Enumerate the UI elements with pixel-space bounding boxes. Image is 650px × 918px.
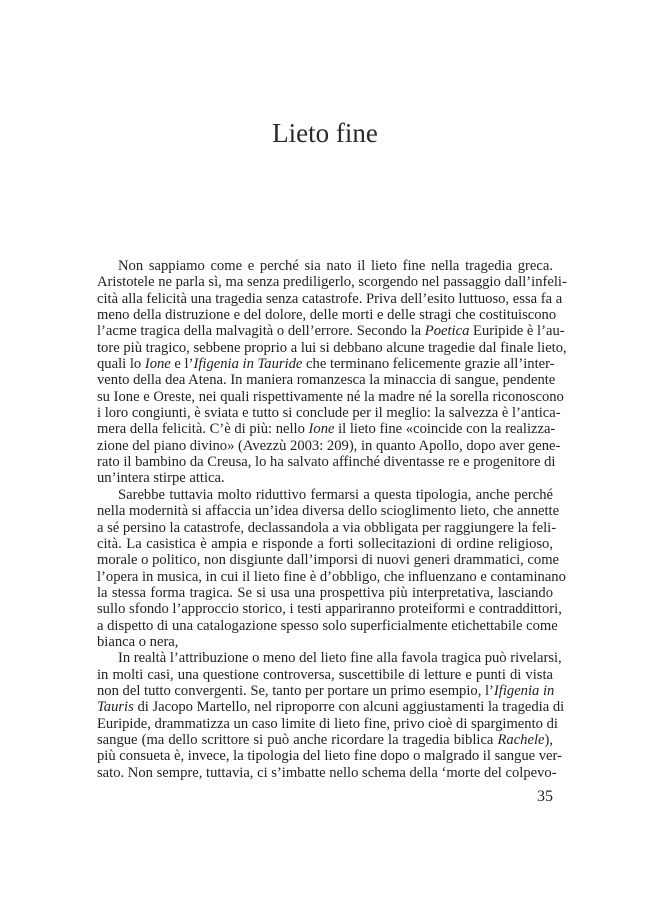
text-run: e l’	[170, 356, 194, 373]
text-run: l’acme tragica della malvagità o dell’errore. Secondo la	[97, 323, 425, 340]
italic-title: Poetica	[424, 323, 470, 340]
text-line	[97, 421, 556, 438]
text-run: i loro congiunti, è sviata e tutto si conclude per il meglio: la salvezza è l’antica-	[97, 405, 561, 422]
italic-title: Rachele	[497, 731, 545, 748]
text-line	[97, 405, 561, 422]
text-run: a sé persino la catastrofe, declassandola a via obbligata per raggiungere la feli-	[97, 519, 557, 536]
text-run: in molti casi, una questione controversa, suscettibile di letture e punti di vista	[97, 666, 553, 683]
text-run: cità. La casistica è ampia e risponde a forti sollecitazioni di ordine religioso,	[97, 535, 553, 552]
text-line	[97, 274, 567, 291]
text-line	[97, 634, 553, 650]
text-run: tore più tragico, sebbene proprio a lui si debbano alcune tragedie dal finale lieto,	[97, 339, 567, 356]
text-run: bianca o nera,	[97, 633, 179, 650]
text-line	[97, 683, 553, 699]
italic-title: Ifigenia in Tauride	[193, 356, 303, 373]
text-run: sangue (ma dello scrittore si può anche ricordare la tragedia biblica	[97, 731, 498, 748]
text-run: meno della distruzione e del dolore, delle morti e delle stragi che costituiscono	[97, 307, 557, 324]
text-line	[97, 699, 565, 716]
text-line	[97, 667, 553, 683]
text-run: Euripide, drammatizza un caso limite di lieto fine, privo cioè di spargimento di	[97, 715, 558, 732]
text-run: mera della felicità. C’è di più: nello	[97, 421, 309, 438]
text-run: non del tutto convergenti. Se, tanto per portare un primo esempio, l’	[97, 682, 494, 699]
text-run: vento della dea Atena. In maniera romanzesca la minaccia di sangue, pendente	[97, 372, 556, 389]
text-line	[97, 290, 563, 307]
text-run: più consueta è, invece, la tipologia del lieto fine dopo o malgrado il sangue ver-	[97, 748, 562, 765]
text-line	[97, 519, 557, 536]
text-run: nella modernità si affaccia un’idea diversa dello scioglimento lieto, che annette	[97, 503, 560, 520]
text-line	[97, 568, 566, 585]
text-run: di Jacopo Martello, nel riproporre con alcuni aggiustamenti la tragedia di	[133, 699, 565, 716]
text-line	[97, 372, 556, 389]
text-run: In realtà l’attribuzione o meno del lieto fine alla favola tragica può rivelarsi,	[118, 650, 562, 667]
text-line	[97, 487, 553, 503]
text-run: l’opera in musica, in cui il lieto fine è d’obbligo, che influenzano e contaminano	[97, 568, 566, 585]
text-run: zione del piano divino» (Avezzù 2003: 209), in quanto Apollo, dopo aver gene-	[97, 437, 561, 454]
italic-title: Ione	[144, 356, 171, 373]
italic-title: Ifigenia in	[493, 682, 555, 699]
text-run: la stessa forma tragica. Se si usa una prospettiva più interpretativa, lasciando	[97, 584, 553, 601]
page-number: 35	[537, 788, 553, 805]
text-line	[97, 437, 561, 454]
text-line	[97, 715, 558, 732]
text-line	[97, 503, 560, 520]
text-run: il lieto fine «coincide con la realizza-	[334, 421, 556, 438]
text-line	[97, 470, 553, 486]
text-run: cità alla felicità una tragedia senza catastrofe. Priva dell’esito luttuoso, essa fa a	[97, 290, 563, 307]
text-line	[97, 585, 553, 601]
text-run: su Ione e Oreste, nei quali rispettivamente né la madre né la sorella riconoscono	[97, 388, 564, 405]
text-line	[97, 552, 560, 569]
text-line	[97, 732, 553, 748]
text-line	[97, 536, 553, 552]
text-line	[97, 339, 567, 356]
text-run: Euripide è l’au-	[469, 323, 565, 340]
text-line	[97, 748, 562, 765]
text-line	[97, 650, 562, 667]
text-run: morale o politico, non disgiunte dall’imporsi di nuovi generi drammatici, come	[97, 552, 560, 569]
text-run: ),	[544, 731, 553, 748]
text-run: Sarebbe tuttavia molto riduttivo fermarsi a questa tipologia, anche perché	[118, 486, 553, 503]
chapter-title: Lieto fine	[272, 118, 378, 148]
text-run: quali lo	[97, 356, 145, 373]
text-line	[97, 454, 556, 471]
text-run: sato. Non sempre, tuttavia, ci s’imbatte nello schema della ‘morte del colpevo-	[97, 764, 557, 781]
text-line	[97, 388, 564, 405]
text-line	[97, 307, 557, 324]
text-line	[97, 323, 565, 340]
text-run: rato il bambino da Creusa, lo ha salvato affinché diventasse re e progenitore di	[97, 454, 556, 471]
text-line	[97, 764, 557, 781]
text-line	[97, 617, 558, 634]
text-line	[97, 601, 562, 618]
text-run: Non sappiamo come e perché sia nato il lieto fine nella tragedia greca.	[118, 258, 553, 274]
text-run: sullo sfondo l’approccio storico, i testi appariranno proteiformi e contraddittori,	[97, 601, 562, 618]
text-run: a dispetto di una catalogazione spesso solo superficialmente etichettabile come	[97, 617, 558, 634]
italic-title: Ione	[308, 421, 335, 438]
italic-title: Tauris	[97, 699, 134, 716]
text-line	[97, 356, 553, 372]
body-text	[97, 258, 567, 781]
text-run: che terminano felicemente grazie all’inter-	[302, 356, 555, 373]
text-run: un’intera stirpe attica.	[97, 470, 225, 487]
text-run: Aristotele ne parla sì, ma senza prediligerlo, scorgendo nel passaggio dall’infeli-	[97, 274, 567, 291]
text-line	[97, 258, 553, 274]
